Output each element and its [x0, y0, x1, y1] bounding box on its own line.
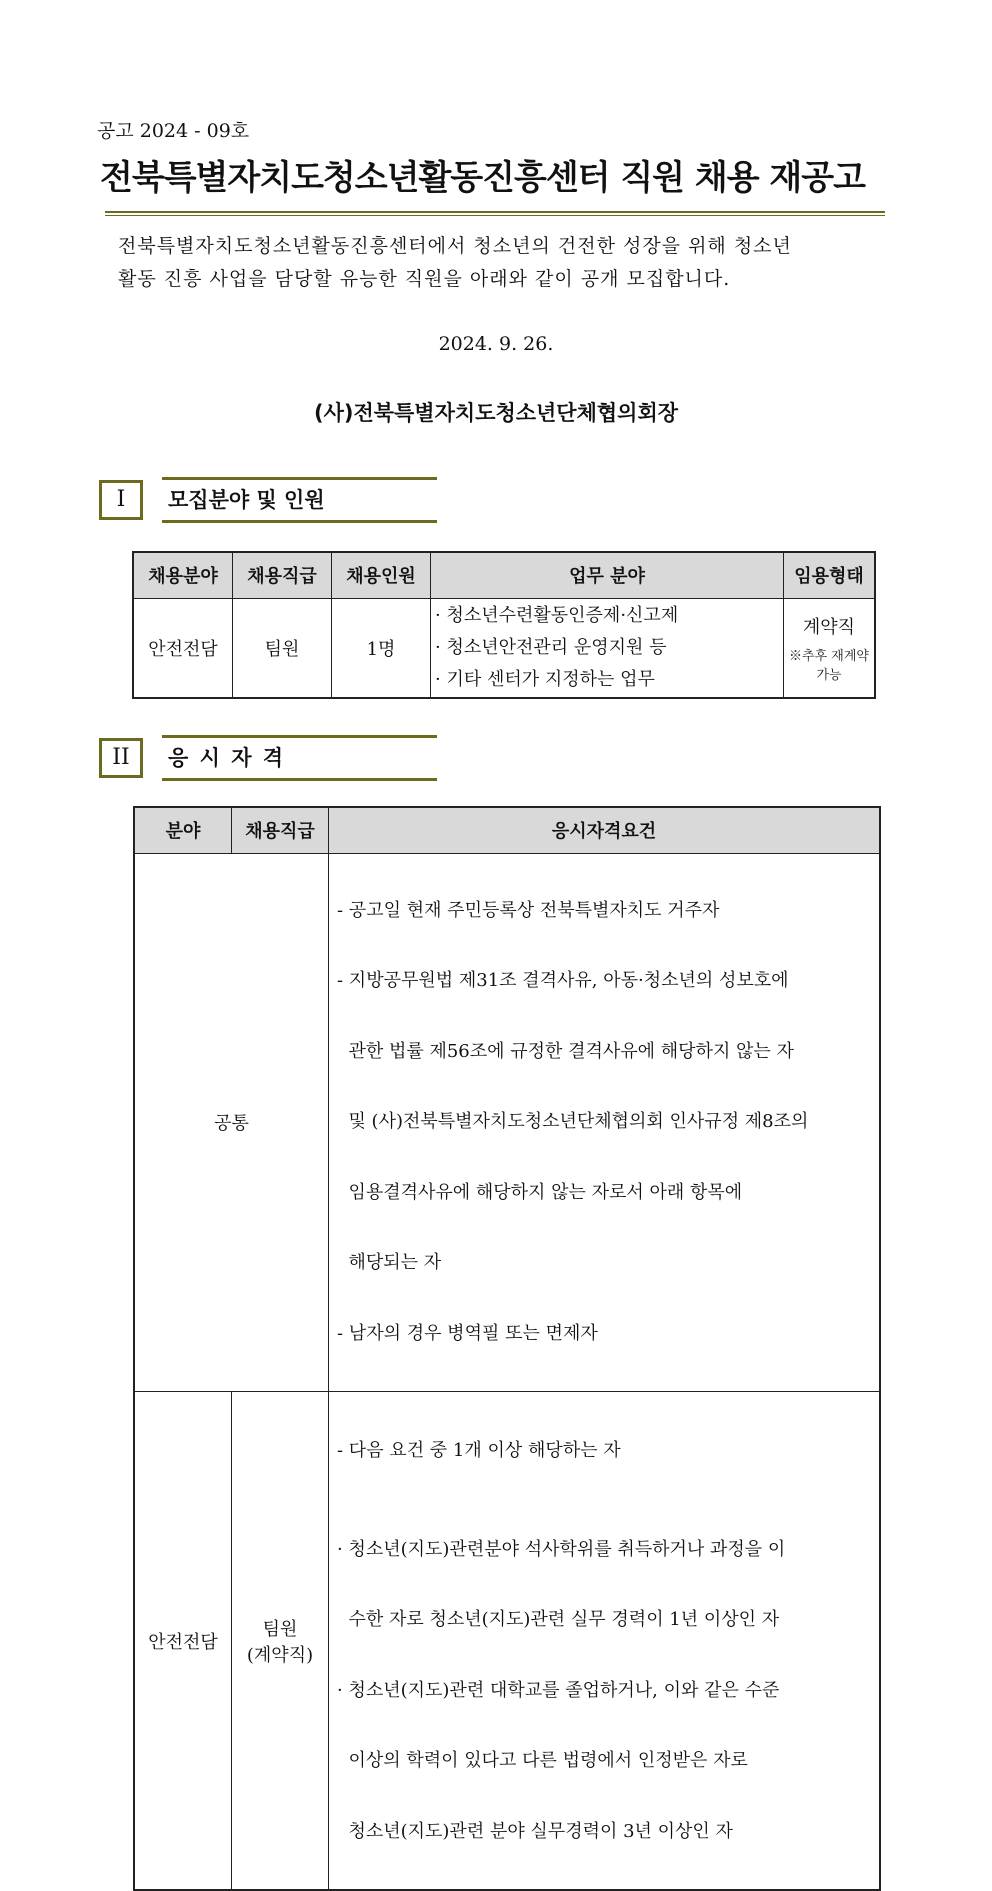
organization-name: (사)전북특별자치도청소년단체협의회장 — [313, 401, 679, 425]
requirement-line: · 청소년(지도)관련 대학교를 졸업하거나, 이와 같은 수준 — [337, 1679, 780, 1701]
notice-number: 공고 2024 - 09호 — [97, 120, 250, 142]
requirement-line: - 지방공무원법 제31조 결격사유, 아동·청소년의 성보호에 — [337, 970, 789, 991]
table-header: 임용형태 — [784, 552, 876, 598]
title-underline-thin — [105, 215, 885, 216]
requirement-line: 해당되는 자 — [337, 1252, 442, 1273]
safety-requirements — [329, 1392, 881, 1891]
requirement-line: 이상의 학력이 있다고 다른 법령에서 인정받은 자로 — [337, 1750, 748, 1771]
grade-label: 팀원 — [262, 1618, 298, 1640]
intro-line: 활동 진흥 사업을 담당할 유능한 직원을 아래와 같이 공개 모집합니다. — [118, 268, 731, 290]
requirement-line: - 남자의 경우 병역필 또는 면제자 — [337, 1322, 598, 1344]
requirement-line: 및 (사)전북특별자치도청소년단체협의회 인사규정 제8조의 — [337, 1111, 809, 1132]
table-header: 분야 — [134, 807, 232, 853]
table-row — [133, 598, 875, 698]
safety-field-cell: 안전전담 — [134, 1392, 232, 1891]
count-cell: 1명 — [332, 598, 431, 698]
section-number-box: II — [99, 738, 143, 778]
section-title: 응 시 자 격 — [162, 735, 437, 781]
page-title: 전북특별자치도청소년활동진흥센터 직원 채용 재공고 — [100, 158, 865, 198]
duty-item: · 청소년수련활동인증제·신고제 — [435, 604, 679, 626]
qualification-table — [133, 806, 881, 1891]
type-note: 가능 — [816, 667, 842, 683]
table-row — [134, 1392, 880, 1891]
duty-item: · 청소년안전관리 운영지원 등 — [435, 636, 667, 658]
table-row — [134, 853, 880, 1392]
grade-cell: 팀원 — [233, 598, 332, 698]
requirement-line: 관한 법률 제56조에 규정한 결격사유에 해당하지 않는 자 — [337, 1040, 794, 1062]
type-note: ※추후 재계약 — [789, 648, 869, 664]
type-cell — [784, 598, 876, 698]
type-label: 계약직 — [802, 616, 856, 638]
requirement-line: · 청소년(지도)관련분야 석사학위를 취득하거나 과정을 이 — [337, 1538, 786, 1560]
table-header: 응시자격요건 — [329, 807, 881, 853]
table-header: 채용직급 — [232, 807, 329, 853]
title-underline — [105, 211, 885, 213]
safety-grade-cell — [232, 1392, 329, 1891]
duty-item: · 기타 센터가 지정하는 업무 — [435, 668, 655, 690]
requirement-line: 청소년(지도)관련 분야 실무경력이 3년 이상인 자 — [337, 1820, 733, 1842]
table-header: 업무 분야 — [431, 552, 784, 598]
field-cell: 안전전담 — [133, 598, 233, 698]
grade-type: (계약직) — [246, 1644, 314, 1666]
common-requirements — [329, 853, 881, 1392]
notice-date: 2024. 9. 26. — [438, 333, 554, 355]
section-title: 모집분야 및 인원 — [162, 477, 437, 523]
requirement-intro: - 다음 요건 중 1개 이상 해당하는 자 — [337, 1440, 621, 1461]
common-label: 공통 — [134, 853, 329, 1392]
requirement-line: 임용결격사유에 해당하지 않는 자로서 아래 항목에 — [337, 1181, 743, 1203]
duties-cell — [431, 598, 784, 698]
requirement-line: 수한 자로 청소년(지도)관련 실무 경력이 1년 이상인 자 — [337, 1609, 780, 1630]
section-number-box: I — [99, 480, 143, 520]
intro-paragraph — [118, 230, 888, 296]
table-header: 채용인원 — [332, 552, 431, 598]
intro-line: 전북특별자치도청소년활동진흥센터에서 청소년의 건전한 성장을 위해 청소년 — [118, 235, 792, 257]
recruitment-table — [132, 551, 876, 699]
requirement-line: - 공고일 현재 주민등록상 전북특별자치도 거주자 — [337, 899, 720, 921]
table-header: 채용분야 — [133, 552, 233, 598]
table-header: 채용직급 — [233, 552, 332, 598]
